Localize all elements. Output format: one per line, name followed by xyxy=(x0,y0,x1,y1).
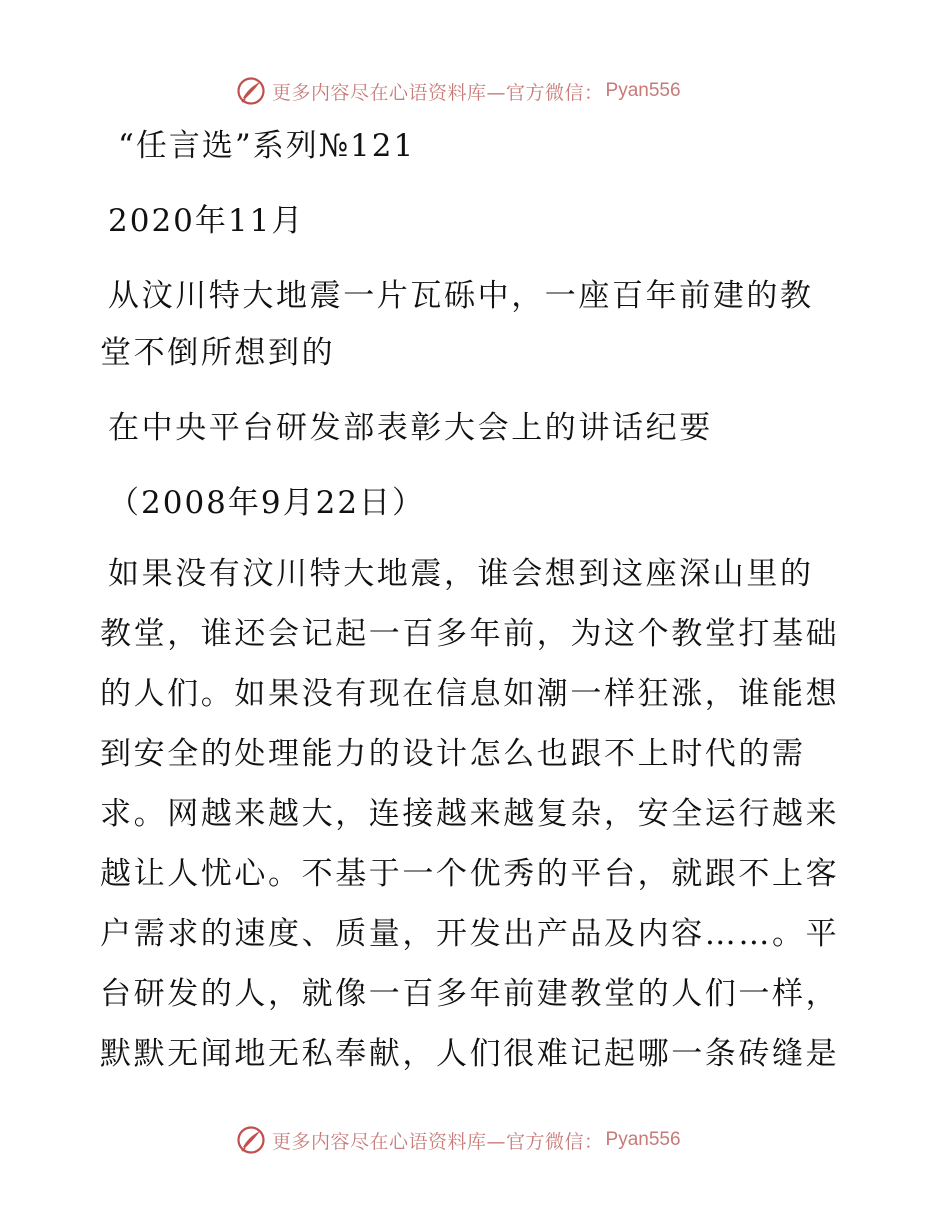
subtitle: 在中央平台研发部表彰大会上的讲话纪要 xyxy=(108,410,713,446)
body-line: 默默无闻地无私奉献，人们很难记起哪一条砖缝是 xyxy=(100,1036,840,1072)
body-line: 户需求的速度、质量，开发出产品及内容……。平 xyxy=(100,916,840,952)
body-line: 求。网越来越大，连接越来越复杂，安全运行越来 xyxy=(100,796,840,832)
body-line: 如果没有汶川特大地震，谁会想到这座深山里的 xyxy=(108,556,814,592)
body-line: 教堂，谁还会记起一百多年前，为这个教堂打基础 xyxy=(100,616,840,652)
watermark-text: 更多内容尽在心语资料库—官方微信： xyxy=(272,1130,604,1153)
quill-logo-icon xyxy=(236,1125,266,1155)
watermark-wechat-id: Pyan556 xyxy=(605,80,681,101)
quill-logo-icon xyxy=(236,76,266,106)
watermark-header xyxy=(236,74,756,108)
body-line: 到安全的处理能力的设计怎么也跟不上时代的需 xyxy=(100,736,806,772)
series-line: “任言选”系列№121 xyxy=(118,128,416,164)
watermark-text: 更多内容尽在心语资料库—官方微信： xyxy=(272,81,604,104)
watermark-wechat-id: Pyan556 xyxy=(605,1129,681,1150)
speech-date: （2008年9月22日） xyxy=(108,485,426,521)
body-line: 的人们。如果没有现在信息如潮一样狂涨，谁能想 xyxy=(100,676,840,712)
date-line: 2020年11月 xyxy=(108,203,305,239)
title-line-2: 堂不倒所想到的 xyxy=(100,335,336,371)
body-line: 越让人忧心。不基于一个优秀的平台，就跟不上客 xyxy=(100,856,840,892)
watermark-footer xyxy=(236,1123,756,1157)
body-line: 台研发的人，就像一百多年前建教堂的人们一样， xyxy=(100,976,840,1012)
title-line-1: 从汶川特大地震一片瓦砾中，一座百年前建的教 xyxy=(108,278,814,314)
